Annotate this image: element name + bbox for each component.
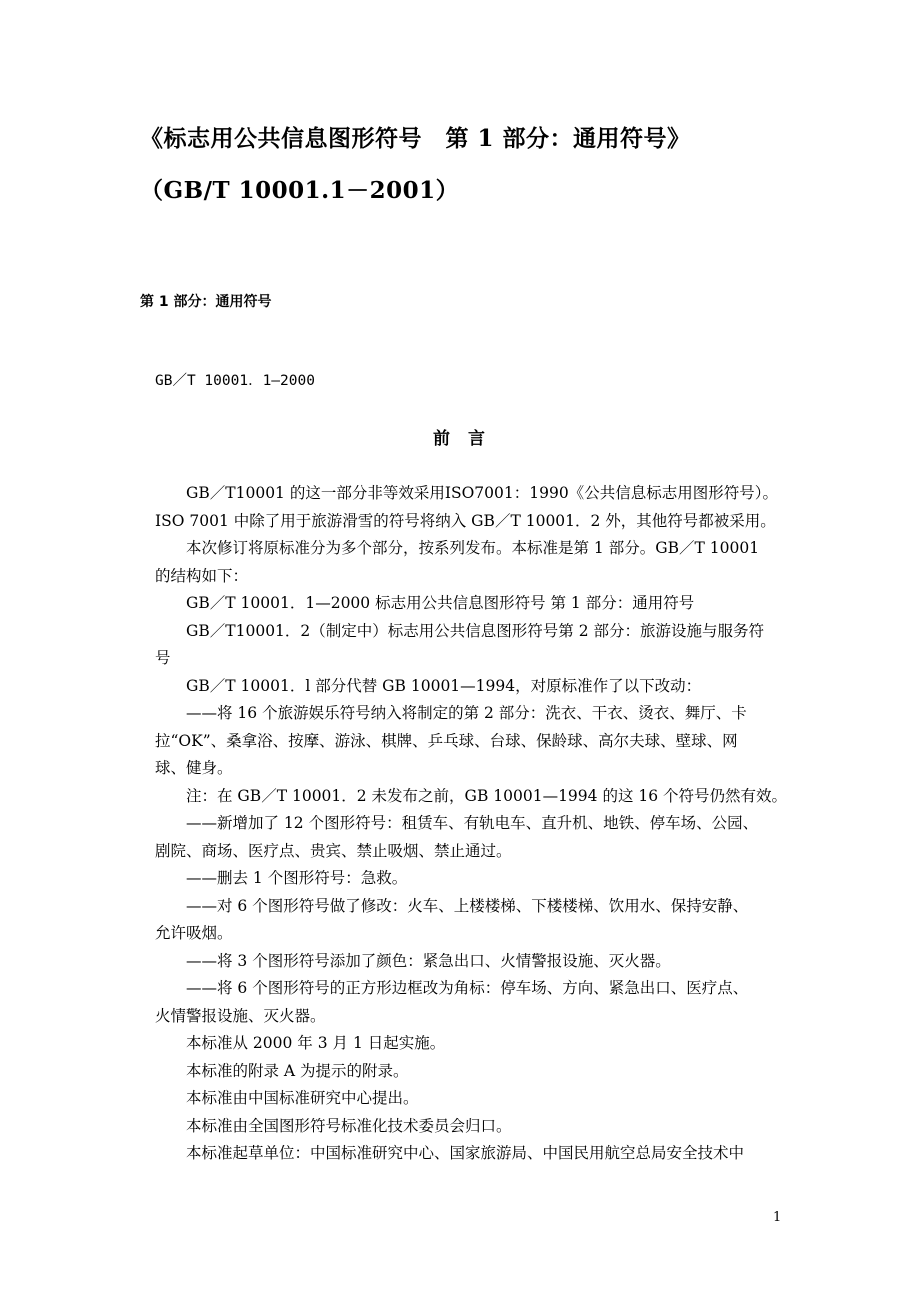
section-title: 第 1 部分：通用符号 (140, 294, 272, 310)
paragraph-line: 号 (155, 649, 171, 667)
paragraph-line: ——对 6 个图形符号做了修改：火车、上楼楼梯、下楼楼梯、饮用水、保持安静、 (186, 896, 749, 915)
paragraph-line: ——将 6 个图形符号的正方形边框改为角标：停车场、方向、紧急出口、医疗点、 (186, 979, 749, 997)
paragraph-line: 本次修订将原标准分为多个部分，按系列发布。本标准是第 1 部分。GB／T 10001 (186, 539, 760, 557)
preface-heading: 前言 (433, 429, 503, 449)
paragraph-line: 本标准起草单位：中国标准研究中心、国家旅游局、中国民用航空总局安全技术中 (186, 1144, 745, 1162)
paragraph-line: GB／T 10001．l 部分代替 GB 10001—1994，对原标准作了以下改动： (186, 676, 702, 695)
standard-code: GB／T 10001．1—2000 (155, 373, 315, 389)
page-number: 1 (773, 1210, 782, 1225)
paragraph-line: 本标准从 2000 年 3 月 1 日起实施。 (186, 1034, 446, 1052)
paragraph-line: ——删去 1 个图形符号：急救。 (186, 869, 408, 887)
paragraph-line: 球、健身。 (155, 759, 233, 777)
paragraph-line: ISO 7001 中除了用于旅游滑雪的符号将纳入 GB／T 10001．2 外，其他符号都被采用。 (155, 511, 776, 530)
paragraph-line: GB／T 10001．1—2000 标志用公共信息图形符号 第 1 部分：通用符号 (186, 594, 695, 612)
document-standard-number: （GB/T 10001.1－2001） (140, 177, 460, 204)
paragraph-line: 本标准的附录 A 为提示的附录。 (186, 1061, 409, 1080)
paragraph-line: 拉“OK”、桑拿浴、按摩、游泳、棋牌、乒乓球、台球、保龄球、高尔夫球、壁球、网 (155, 731, 738, 750)
paragraph-line: 允许吸烟。 (155, 924, 233, 942)
paragraph-line: 剧院、商场、医疗点、贵宾、禁止吸烟、禁止通过。 (155, 841, 512, 860)
paragraph-line: ——将 3 个图形符号添加了颜色：紧急出口、火情警报设施、灭火器。 (186, 951, 671, 970)
paragraph-line: 火情警报设施、灭火器。 (155, 1006, 326, 1025)
paragraph-line: GB／T10001 的这一部分非等效采用ISO7001：1990《公共信息标志用图形符号）。 (186, 484, 778, 502)
paragraph-line: GB／T10001．2（制定中）标志用公共信息图形符号第 2 部分：旅游设施与服务符 (186, 621, 764, 640)
paragraph-line: 本标准由中国标准研究中心提出。 (186, 1089, 419, 1107)
preface-body (155, 480, 788, 1168)
paragraph-line: ——新增加了 12 个图形符号：租赁车、有轨电车、直升机、地铁、停车场、公园、 (186, 814, 759, 832)
paragraph-line: 本标准由全国图形符号标准化技术委员会归口。 (186, 1116, 512, 1135)
paragraph-line: 注：在 GB／T 10001．2 未发布之前，GB 10001—1994 的这 16 个符号仍然有效。 (186, 786, 788, 805)
paragraph-line: 的结构如下： (155, 566, 249, 585)
paragraph-line: ——将 16 个旅游娱乐符号纳入将制定的第 2 部分：洗衣、干衣、烫衣、舞厅、卡 (186, 704, 747, 722)
document-title: 《标志用公共信息图形符号 第 1 部分：通用符号》 (140, 125, 691, 152)
